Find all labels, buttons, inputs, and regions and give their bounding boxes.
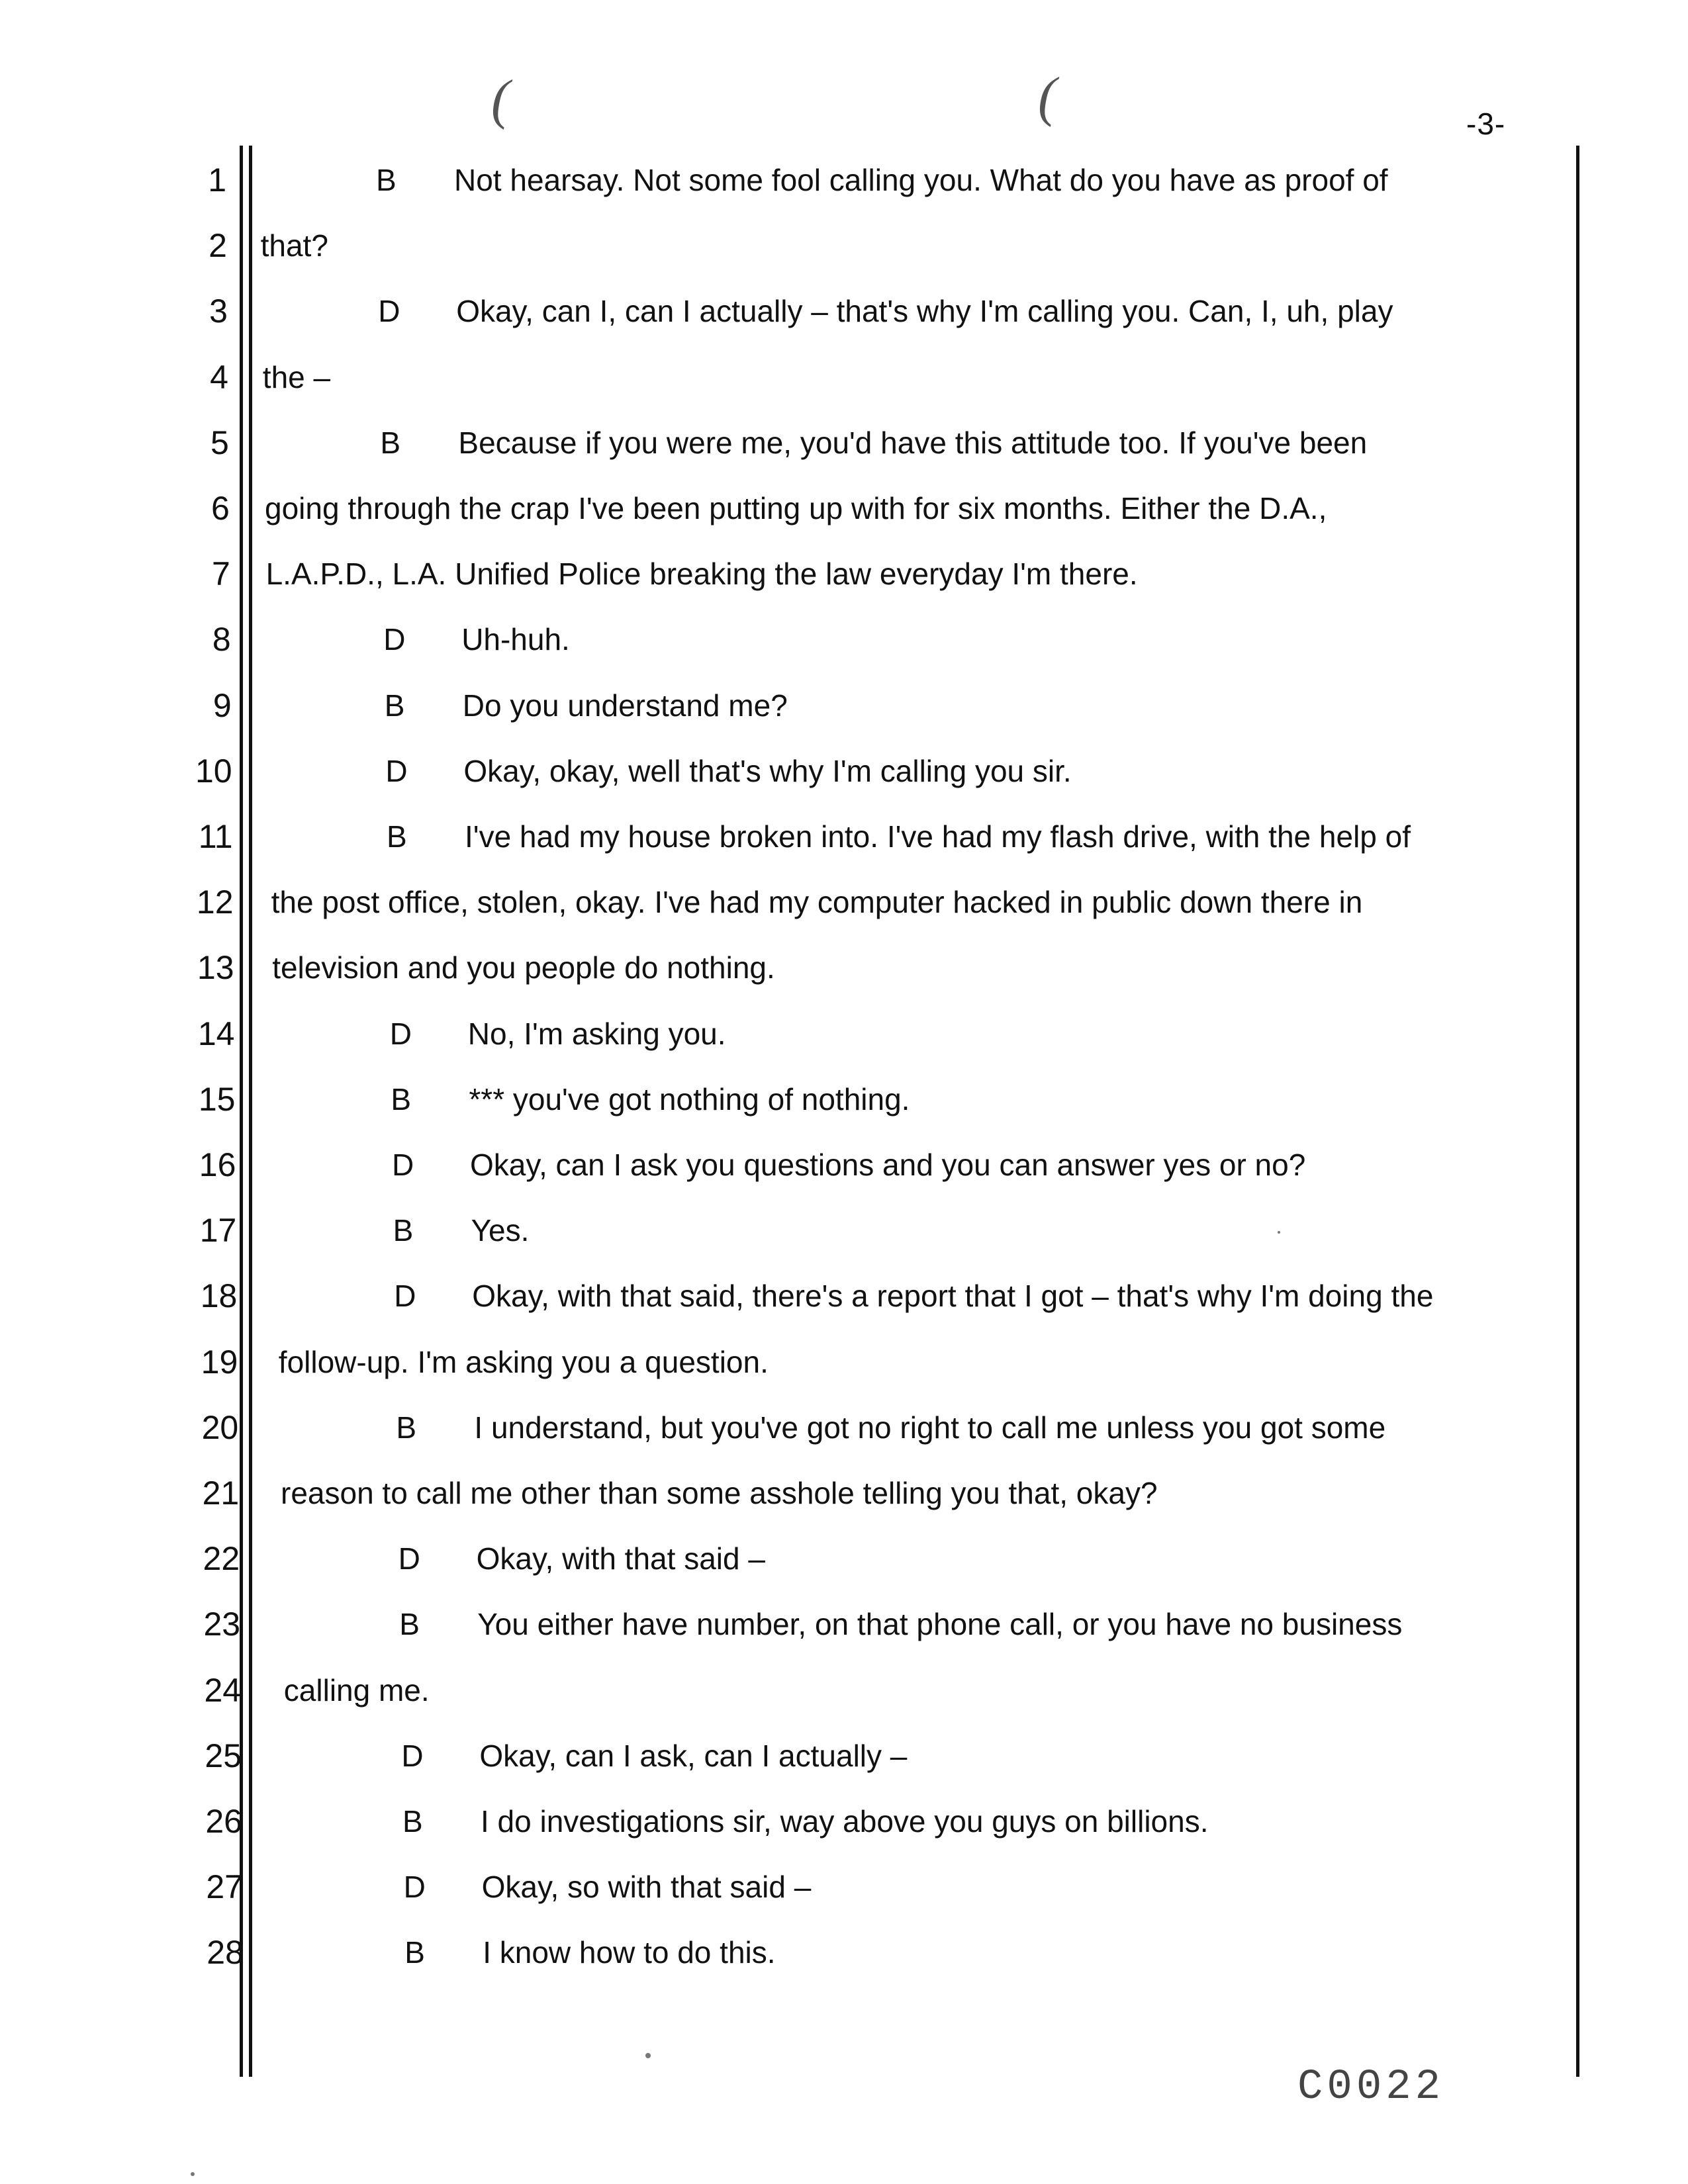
line-number: 18 [200,1277,238,1315]
speaker-label: B [387,819,407,854]
speaker-label: B [384,688,405,723]
left-margin-rule-inner [249,146,252,2077]
speaker-label: D [389,1016,412,1051]
continuation-text: television and you people do nothing. [272,950,775,985]
line-number: 20 [201,1408,239,1446]
line-number: 19 [201,1343,238,1381]
line-number: 12 [196,884,234,921]
speaker-label: B [396,1410,417,1445]
continuation-text: that? [260,228,328,263]
stray-mark-right: ( [1038,66,1056,128]
line-number: 16 [199,1146,236,1183]
line-number: 21 [202,1475,240,1512]
speaker-label: B [399,1607,420,1642]
line-number: 28 [207,1934,244,1972]
utterance-text: You either have number, on that phone call, or you have no business [477,1607,1403,1642]
scan-speck [1278,1231,1280,1234]
utterance-text: I do investigations sir, way above you guys on billions. [481,1804,1209,1839]
speaker-label: D [401,1738,424,1773]
speaker-label: D [385,753,408,788]
page-number: -3- [1466,107,1506,141]
speaker-label: B [393,1213,414,1248]
utterance-text: Okay, can I ask you questions and you can answer yes or no? [470,1148,1306,1182]
speaker-label: B [404,1935,425,1970]
utterance-text: I know how to do this. [483,1935,776,1970]
line-number: 17 [199,1212,237,1250]
continuation-text: calling me. [283,1672,430,1707]
utterance-text: Okay, can I, can I actually – that's why I'm calling you. Can, I, uh, play [456,294,1393,329]
utterance-text: I've had my house broken into. I've had my flash drive, with the help of [465,819,1411,854]
utterance-text: Do you understand me? [462,688,788,723]
continuation-text: the post office, stolen, okay. I've had my computer hacked in public down there in [271,885,1363,920]
line-number: 22 [203,1540,240,1578]
speaker-label: B [380,425,401,460]
left-margin-rule-outer [240,146,243,2077]
utterance-text: Okay, so with that said – [481,1870,812,1905]
utterance-text: Okay, with that said, there's a report that I got – that's why I'm doing the [472,1279,1434,1314]
continuation-text: L.A.P.D., L.A. Unified Police breaking the law everyday I'm there. [265,557,1138,592]
utterance-text: Not hearsay. Not some fool calling you. What do you have as proof of [454,163,1388,197]
utterance-text: Okay, with that said – [476,1541,765,1576]
continuation-text: the – [262,359,331,394]
line-number: 5 [211,424,229,461]
continuation-text: going through the crap I've been putting up with for six months. Either the D.A., [265,491,1327,525]
line-number: 15 [198,1080,236,1118]
utterance-text: Okay, can I ask, can I actually – [479,1738,908,1773]
line-number: 14 [197,1015,235,1052]
speaker-label: D [392,1148,414,1182]
speaker-label: D [383,622,406,657]
utterance-text: I understand, but you've got no right to call me unless you got some [474,1410,1386,1445]
line-number: 13 [197,949,234,987]
line-number: 10 [195,752,232,790]
line-number: 23 [203,1606,241,1643]
line-number: 25 [205,1737,242,1774]
utterance-text: Okay, okay, well that's why I'm calling you sir. [463,753,1072,788]
utterance-text: Yes. [471,1213,530,1248]
line-number: 9 [212,686,232,724]
continuation-text: follow-up. I'm asking you a question. [278,1344,769,1379]
speaker-label: D [378,294,400,329]
speaker-label: B [402,1804,423,1839]
speaker-label: D [403,1870,426,1905]
utterance-text: Because if you were me, you'd have this attitude too. If you've been [458,425,1368,460]
right-margin-rule [1576,146,1579,2077]
continuation-text: reason to call me other than some asshole telling you that, okay? [281,1476,1158,1510]
line-number: 11 [198,818,233,855]
speaker-label: B [376,163,397,197]
scan-speck [645,2053,651,2058]
stray-mark-left: ( [491,69,510,130]
line-number: 8 [212,621,231,659]
line-number: 3 [209,293,228,330]
utterance-text: No, I'm asking you. [467,1016,726,1051]
scan-speck [191,2172,195,2176]
bates-stamp: C0022 [1297,2064,1445,2111]
line-number: 6 [211,490,230,527]
line-number: 24 [204,1671,242,1709]
line-number: 26 [205,1803,242,1840]
utterance-text: Uh-huh. [461,622,570,657]
line-number: 1 [208,161,226,199]
speaker-label: D [398,1541,420,1576]
line-number: 27 [206,1868,243,1906]
utterance-text: *** you've got nothing of nothing. [469,1081,910,1116]
line-number: 4 [210,358,228,396]
speaker-label: D [394,1279,416,1314]
line-number: 7 [211,555,230,593]
line-number: 2 [209,227,227,265]
speaker-label: B [391,1081,412,1116]
